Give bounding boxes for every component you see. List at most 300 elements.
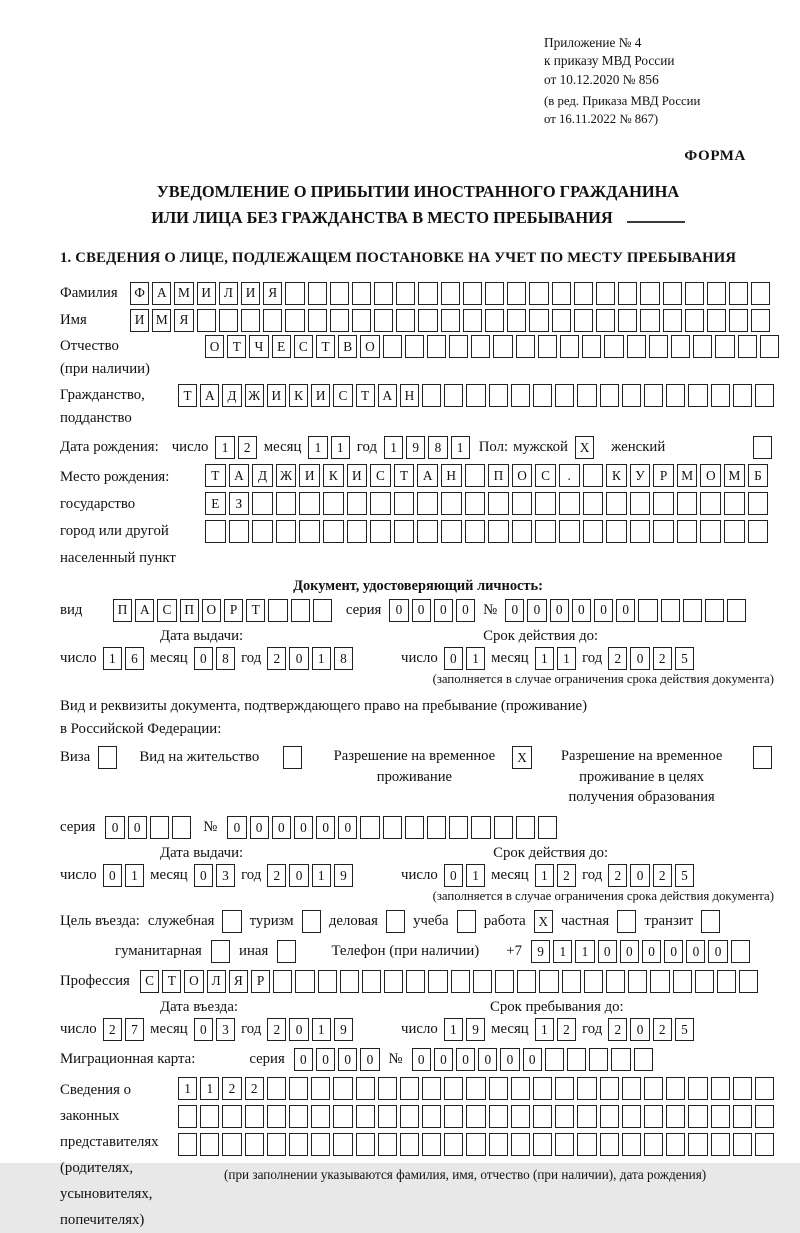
stay-day-cells[interactable] — [444, 1018, 485, 1041]
purpose-work-checkbox[interactable] — [534, 910, 553, 933]
char-cell[interactable] — [311, 1105, 330, 1128]
char-cell[interactable] — [545, 1048, 564, 1071]
entry-year-cells[interactable] — [267, 1018, 353, 1041]
char-cell[interactable]: Т — [246, 599, 265, 622]
char-cell[interactable] — [493, 335, 512, 358]
issue-day-cells[interactable] — [103, 647, 144, 670]
char-cell[interactable]: 9 — [531, 940, 550, 963]
birth-place-cells-row3[interactable] — [205, 520, 768, 543]
char-cell[interactable] — [285, 282, 304, 305]
char-cell[interactable] — [485, 282, 504, 305]
char-cell[interactable] — [444, 1077, 463, 1100]
char-cell[interactable] — [323, 492, 344, 515]
valid-year-cells[interactable] — [608, 864, 694, 887]
char-cell[interactable] — [630, 492, 651, 515]
char-cell[interactable]: И — [197, 282, 216, 305]
char-cell[interactable]: 1 — [178, 1077, 197, 1100]
char-cell[interactable]: Ж — [276, 464, 297, 487]
char-cell[interactable]: 9 — [406, 436, 425, 459]
char-cell[interactable]: К — [323, 464, 344, 487]
char-cell[interactable]: 0 — [194, 647, 213, 670]
char-cell[interactable] — [733, 384, 752, 407]
char-cell[interactable]: А — [200, 384, 219, 407]
char-cell[interactable] — [683, 599, 702, 622]
char-cell[interactable] — [178, 1133, 197, 1156]
char-cell[interactable] — [378, 1077, 397, 1100]
char-cell[interactable] — [352, 282, 371, 305]
char-cell[interactable]: 9 — [334, 864, 353, 887]
char-cell[interactable]: 0 — [456, 599, 475, 622]
char-cell[interactable]: 1 — [575, 940, 594, 963]
char-cell[interactable]: 1 — [215, 436, 234, 459]
char-cell[interactable] — [584, 970, 603, 993]
doc-number-cells[interactable] — [505, 599, 746, 622]
char-cell[interactable]: 0 — [412, 1048, 431, 1071]
char-cell[interactable] — [268, 599, 287, 622]
char-cell[interactable]: 8 — [216, 647, 235, 670]
char-cell[interactable]: 2 — [267, 1018, 286, 1041]
char-cell[interactable] — [600, 1077, 619, 1100]
char-cell[interactable] — [577, 384, 596, 407]
char-cell[interactable]: 0 — [360, 1048, 379, 1071]
char-cell[interactable] — [471, 335, 490, 358]
char-cell[interactable] — [356, 1077, 375, 1100]
char-cell[interactable]: И — [347, 464, 368, 487]
char-cell[interactable] — [494, 816, 513, 839]
char-cell[interactable] — [511, 1077, 530, 1100]
char-cell[interactable]: 0 — [444, 864, 463, 887]
char-cell[interactable] — [465, 464, 486, 487]
char-cell[interactable] — [405, 335, 424, 358]
checkbox-cell[interactable] — [302, 910, 321, 933]
char-cell[interactable] — [406, 970, 425, 993]
char-cell[interactable] — [517, 970, 536, 993]
char-cell[interactable] — [178, 1105, 197, 1128]
char-cell[interactable] — [444, 384, 463, 407]
birth-year-cells[interactable] — [384, 436, 470, 459]
visa-checkbox[interactable] — [98, 746, 117, 769]
char-cell[interactable] — [422, 1105, 441, 1128]
char-cell[interactable] — [733, 1105, 752, 1128]
char-cell[interactable] — [533, 1133, 552, 1156]
char-cell[interactable] — [596, 309, 615, 332]
char-cell[interactable]: Н — [400, 384, 419, 407]
char-cell[interactable] — [241, 309, 260, 332]
residence-number-cells[interactable] — [227, 816, 557, 839]
char-cell[interactable] — [650, 970, 669, 993]
char-cell[interactable]: 0 — [708, 940, 727, 963]
char-cell[interactable]: Ж — [245, 384, 264, 407]
char-cell[interactable] — [666, 1077, 685, 1100]
char-cell[interactable] — [378, 1105, 397, 1128]
char-cell[interactable] — [739, 970, 758, 993]
char-cell[interactable]: О — [202, 599, 221, 622]
birth-month-cells[interactable] — [308, 436, 349, 459]
char-cell[interactable]: 2 — [608, 647, 627, 670]
char-cell[interactable]: К — [289, 384, 308, 407]
char-cell[interactable] — [273, 970, 292, 993]
char-cell[interactable]: Я — [174, 309, 193, 332]
char-cell[interactable] — [465, 492, 486, 515]
char-cell[interactable] — [562, 970, 581, 993]
char-cell[interactable] — [577, 1133, 596, 1156]
purpose-private-checkbox[interactable] — [617, 910, 636, 933]
char-cell[interactable]: 7 — [125, 1018, 144, 1041]
char-cell[interactable]: 1 — [312, 647, 331, 670]
char-cell[interactable] — [245, 1133, 264, 1156]
char-cell[interactable]: 0 — [316, 1048, 335, 1071]
char-cell[interactable] — [539, 970, 558, 993]
char-cell[interactable]: 0 — [389, 599, 408, 622]
char-cell[interactable]: 2 — [267, 864, 286, 887]
char-cell[interactable] — [422, 1133, 441, 1156]
char-cell[interactable] — [172, 816, 191, 839]
char-cell[interactable] — [724, 520, 745, 543]
char-cell[interactable] — [663, 309, 682, 332]
char-cell[interactable] — [200, 1133, 219, 1156]
char-cell[interactable]: 0 — [527, 599, 546, 622]
char-cell[interactable]: Т — [178, 384, 197, 407]
char-cell[interactable] — [289, 1133, 308, 1156]
char-cell[interactable] — [688, 384, 707, 407]
char-cell[interactable] — [671, 335, 690, 358]
char-cell[interactable] — [471, 816, 490, 839]
char-cell[interactable] — [529, 309, 548, 332]
char-cell[interactable] — [724, 492, 745, 515]
char-cell[interactable] — [606, 520, 627, 543]
char-cell[interactable] — [604, 335, 623, 358]
char-cell[interactable] — [370, 492, 391, 515]
char-cell[interactable]: 1 — [557, 647, 576, 670]
char-cell[interactable] — [596, 282, 615, 305]
char-cell[interactable]: 6 — [125, 647, 144, 670]
char-cell[interactable]: М — [152, 309, 171, 332]
char-cell[interactable]: 8 — [428, 436, 447, 459]
char-cell[interactable] — [308, 282, 327, 305]
char-cell[interactable] — [205, 520, 226, 543]
char-cell[interactable] — [466, 1133, 485, 1156]
char-cell[interactable]: 9 — [466, 1018, 485, 1041]
char-cell[interactable] — [313, 599, 332, 622]
purpose-study-checkbox[interactable] — [457, 910, 476, 933]
char-cell[interactable] — [378, 1133, 397, 1156]
char-cell[interactable]: И — [130, 309, 149, 332]
char-cell[interactable] — [606, 970, 625, 993]
char-cell[interactable] — [449, 335, 468, 358]
char-cell[interactable] — [622, 1105, 641, 1128]
char-cell[interactable] — [308, 309, 327, 332]
surname-cells[interactable] — [130, 282, 770, 305]
char-cell[interactable] — [427, 335, 446, 358]
char-cell[interactable] — [417, 520, 438, 543]
char-cell[interactable]: 2 — [653, 1018, 672, 1041]
char-cell[interactable]: Р — [653, 464, 674, 487]
char-cell[interactable]: П — [488, 464, 509, 487]
char-cell[interactable] — [222, 1133, 241, 1156]
char-cell[interactable]: 0 — [227, 816, 246, 839]
char-cell[interactable] — [417, 492, 438, 515]
char-cell[interactable]: 0 — [289, 1018, 308, 1041]
char-cell[interactable] — [666, 384, 685, 407]
char-cell[interactable]: А — [135, 599, 154, 622]
char-cell[interactable]: 0 — [456, 1048, 475, 1071]
char-cell[interactable] — [577, 1105, 596, 1128]
char-cell[interactable] — [727, 599, 746, 622]
char-cell[interactable] — [693, 335, 712, 358]
birth-place-cells-row1[interactable] — [205, 464, 768, 487]
char-cell[interactable] — [362, 970, 381, 993]
char-cell[interactable] — [512, 520, 533, 543]
char-cell[interactable] — [644, 1133, 663, 1156]
char-cell[interactable]: К — [606, 464, 627, 487]
char-cell[interactable] — [574, 282, 593, 305]
char-cell[interactable] — [533, 1105, 552, 1128]
char-cell[interactable] — [538, 335, 557, 358]
char-cell[interactable]: 3 — [216, 1018, 235, 1041]
char-cell[interactable]: 1 — [444, 1018, 463, 1041]
char-cell[interactable]: 0 — [598, 940, 617, 963]
char-cell[interactable]: Ч — [249, 335, 268, 358]
char-cell[interactable]: Т — [394, 464, 415, 487]
char-cell[interactable]: У — [630, 464, 651, 487]
char-cell[interactable] — [535, 520, 556, 543]
char-cell[interactable]: 1 — [308, 436, 327, 459]
char-cell[interactable] — [567, 1048, 586, 1071]
char-cell[interactable] — [466, 1105, 485, 1128]
char-cell[interactable] — [276, 492, 297, 515]
char-cell[interactable] — [200, 1105, 219, 1128]
char-cell[interactable]: А — [378, 384, 397, 407]
char-cell[interactable]: 1 — [331, 436, 350, 459]
temp-residence-education-checkbox[interactable] — [753, 746, 772, 769]
char-cell[interactable]: А — [417, 464, 438, 487]
char-cell[interactable] — [555, 1133, 574, 1156]
char-cell[interactable] — [552, 282, 571, 305]
char-cell[interactable]: 1 — [200, 1077, 219, 1100]
char-cell[interactable] — [219, 309, 238, 332]
valid-year-cells[interactable] — [608, 647, 694, 670]
char-cell[interactable]: 0 — [594, 599, 613, 622]
char-cell[interactable]: 0 — [128, 816, 147, 839]
valid-day-cells[interactable] — [444, 647, 485, 670]
issue-day-cells[interactable] — [103, 864, 144, 887]
char-cell[interactable] — [622, 1133, 641, 1156]
valid-month-cells[interactable] — [535, 647, 576, 670]
char-cell[interactable]: И — [299, 464, 320, 487]
char-cell[interactable]: 1 — [125, 864, 144, 887]
char-cell[interactable]: З — [229, 492, 250, 515]
char-cell[interactable] — [252, 492, 273, 515]
char-cell[interactable] — [738, 335, 757, 358]
issue-month-cells[interactable] — [194, 647, 235, 670]
char-cell[interactable] — [538, 816, 557, 839]
checkbox-cell[interactable] — [753, 746, 772, 769]
char-cell[interactable]: С — [535, 464, 556, 487]
checkbox-cell[interactable] — [386, 910, 405, 933]
char-cell[interactable]: Н — [441, 464, 462, 487]
char-cell[interactable] — [449, 816, 468, 839]
char-cell[interactable]: О — [360, 335, 379, 358]
sex-male-checkbox[interactable] — [575, 436, 594, 459]
char-cell[interactable] — [760, 335, 779, 358]
temp-residence-checkbox[interactable] — [512, 746, 531, 769]
char-cell[interactable] — [473, 970, 492, 993]
char-cell[interactable]: Ф — [130, 282, 149, 305]
char-cell[interactable]: 1 — [451, 436, 470, 459]
char-cell[interactable] — [606, 492, 627, 515]
migration-number-cells[interactable] — [412, 1048, 653, 1071]
char-cell[interactable] — [289, 1105, 308, 1128]
char-cell[interactable] — [533, 1077, 552, 1100]
checkbox-cell[interactable] — [222, 910, 241, 933]
char-cell[interactable]: 1 — [312, 1018, 331, 1041]
char-cell[interactable]: 0 — [194, 864, 213, 887]
char-cell[interactable] — [638, 599, 657, 622]
char-cell[interactable] — [347, 520, 368, 543]
char-cell[interactable] — [356, 1105, 375, 1128]
char-cell[interactable] — [333, 1105, 352, 1128]
purpose-tourism-checkbox[interactable] — [302, 910, 321, 933]
char-cell[interactable] — [394, 492, 415, 515]
patronymic-cells[interactable] — [205, 335, 779, 358]
char-cell[interactable]: 0 — [620, 940, 639, 963]
char-cell[interactable] — [245, 1105, 264, 1128]
profession-cells[interactable] — [140, 970, 758, 993]
char-cell[interactable] — [333, 1077, 352, 1100]
char-cell[interactable]: 0 — [686, 940, 705, 963]
char-cell[interactable]: 0 — [630, 647, 649, 670]
char-cell[interactable] — [340, 970, 359, 993]
char-cell[interactable] — [427, 816, 446, 839]
char-cell[interactable] — [627, 335, 646, 358]
char-cell[interactable] — [755, 384, 774, 407]
char-cell[interactable] — [512, 492, 533, 515]
char-cell[interactable] — [700, 492, 721, 515]
char-cell[interactable] — [374, 309, 393, 332]
doc-series-cells[interactable] — [389, 599, 475, 622]
char-cell[interactable] — [663, 282, 682, 305]
char-cell[interactable] — [441, 520, 462, 543]
char-cell[interactable]: 1 — [466, 647, 485, 670]
residence-permit-checkbox[interactable] — [283, 746, 302, 769]
char-cell[interactable]: 1 — [384, 436, 403, 459]
char-cell[interactable]: 0 — [272, 816, 291, 839]
char-cell[interactable]: 0 — [505, 599, 524, 622]
char-cell[interactable]: 2 — [238, 436, 257, 459]
issue-year-cells[interactable] — [267, 864, 353, 887]
char-cell[interactable] — [715, 335, 734, 358]
char-cell[interactable] — [400, 1077, 419, 1100]
char-cell[interactable] — [267, 1133, 286, 1156]
migration-series-cells[interactable] — [294, 1048, 380, 1071]
stay-month-cells[interactable] — [535, 1018, 576, 1041]
char-cell[interactable] — [653, 520, 674, 543]
char-cell[interactable] — [555, 384, 574, 407]
char-cell[interactable] — [622, 1077, 641, 1100]
char-cell[interactable]: С — [157, 599, 176, 622]
char-cell[interactable] — [441, 309, 460, 332]
char-cell[interactable]: В — [338, 335, 357, 358]
char-cell[interactable]: 1 — [553, 940, 572, 963]
issue-month-cells[interactable] — [194, 864, 235, 887]
char-cell[interactable]: О — [184, 970, 203, 993]
char-cell[interactable]: С — [370, 464, 391, 487]
char-cell[interactable]: 0 — [294, 816, 313, 839]
issue-year-cells[interactable] — [267, 647, 353, 670]
char-cell[interactable] — [347, 492, 368, 515]
char-cell[interactable] — [489, 384, 508, 407]
char-cell[interactable]: 2 — [653, 647, 672, 670]
char-cell[interactable]: 2 — [103, 1018, 122, 1041]
char-cell[interactable]: Т — [356, 384, 375, 407]
checkbox-cell[interactable] — [283, 746, 302, 769]
char-cell[interactable] — [422, 384, 441, 407]
char-cell[interactable] — [755, 1077, 774, 1100]
char-cell[interactable]: 2 — [557, 864, 576, 887]
char-cell[interactable] — [688, 1105, 707, 1128]
purpose-other-checkbox[interactable] — [277, 940, 296, 963]
char-cell[interactable] — [589, 1048, 608, 1071]
char-cell[interactable] — [707, 309, 726, 332]
char-cell[interactable] — [311, 1133, 330, 1156]
char-cell[interactable] — [529, 282, 548, 305]
char-cell[interactable]: Я — [263, 282, 282, 305]
char-cell[interactable] — [489, 1105, 508, 1128]
checkbox-cell[interactable] — [211, 940, 230, 963]
char-cell[interactable] — [267, 1105, 286, 1128]
checkbox-cell[interactable]: X — [575, 436, 594, 459]
char-cell[interactable] — [418, 309, 437, 332]
char-cell[interactable] — [396, 282, 415, 305]
entry-day-cells[interactable] — [103, 1018, 144, 1041]
char-cell[interactable] — [644, 1105, 663, 1128]
char-cell[interactable] — [535, 492, 556, 515]
char-cell[interactable] — [751, 309, 770, 332]
char-cell[interactable] — [352, 309, 371, 332]
char-cell[interactable] — [511, 1133, 530, 1156]
char-cell[interactable] — [222, 1105, 241, 1128]
given-name-cells[interactable] — [130, 309, 770, 332]
char-cell[interactable]: И — [311, 384, 330, 407]
char-cell[interactable] — [685, 282, 704, 305]
char-cell[interactable] — [428, 970, 447, 993]
char-cell[interactable] — [644, 384, 663, 407]
doc-kind-cells[interactable] — [113, 599, 332, 622]
checkbox-cell[interactable] — [617, 910, 636, 933]
sex-female-checkbox[interactable] — [753, 436, 772, 459]
char-cell[interactable] — [422, 1077, 441, 1100]
representatives-cells-row1[interactable] — [178, 1077, 774, 1100]
char-cell[interactable] — [489, 1133, 508, 1156]
char-cell[interactable] — [711, 1077, 730, 1100]
char-cell[interactable] — [299, 520, 320, 543]
char-cell[interactable]: 0 — [338, 1048, 357, 1071]
char-cell[interactable] — [229, 520, 250, 543]
stay-year-cells[interactable] — [608, 1018, 694, 1041]
entry-month-cells[interactable] — [194, 1018, 235, 1041]
valid-day-cells[interactable] — [444, 864, 485, 887]
char-cell[interactable] — [688, 1133, 707, 1156]
char-cell[interactable]: 0 — [616, 599, 635, 622]
char-cell[interactable]: 0 — [289, 647, 308, 670]
char-cell[interactable]: 0 — [523, 1048, 542, 1071]
char-cell[interactable]: 0 — [412, 599, 431, 622]
char-cell[interactable] — [618, 282, 637, 305]
char-cell[interactable] — [640, 282, 659, 305]
char-cell[interactable] — [751, 282, 770, 305]
char-cell[interactable] — [559, 520, 580, 543]
char-cell[interactable] — [640, 309, 659, 332]
